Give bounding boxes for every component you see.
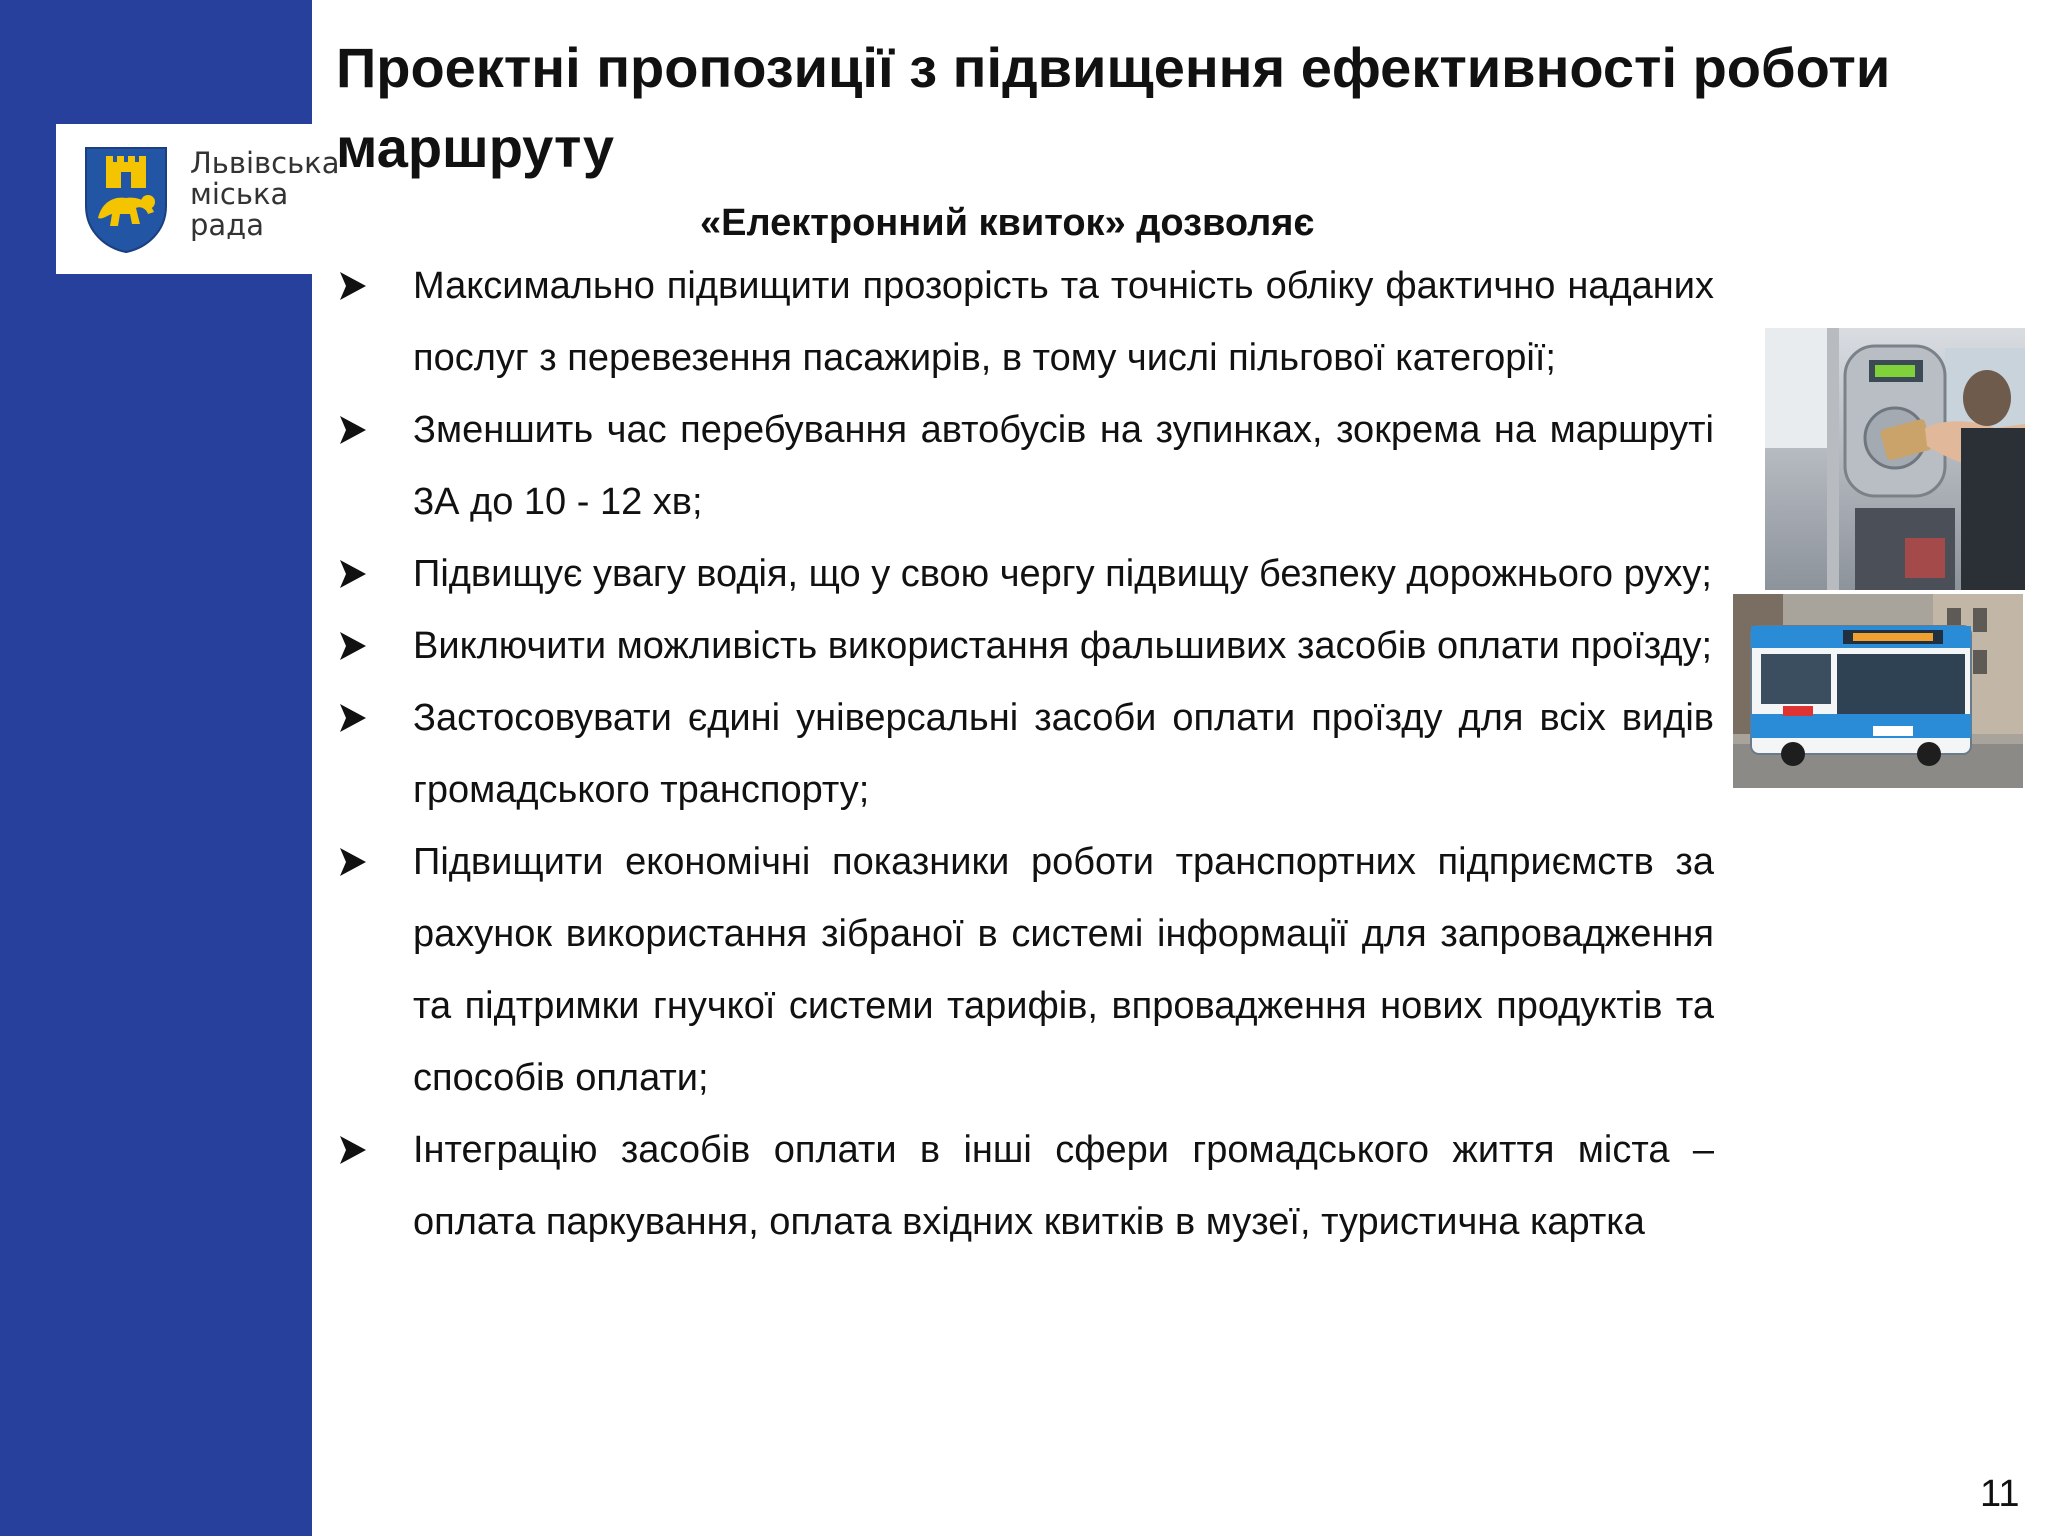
list-item-text: Інтеграцію засобів оплати в інші сфери громадського життя міста – оплата паркування, оплата вхідних квитків в музеї, туристична картка (413, 1129, 1714, 1243)
arrow-bullet-icon (336, 250, 376, 322)
section-subtitle: «Електронний квиток» дозволяє (700, 202, 1315, 244)
list-item (336, 394, 1714, 538)
validator-photo (1765, 328, 2025, 590)
list-item-text: Максимально підвищити прозорість та точність обліку фактично наданих послуг з перевезення пасажирів, в тому числі пільгової категорії; (413, 265, 1714, 379)
benefits-list (336, 250, 1714, 1258)
city-council-logo (56, 124, 340, 274)
list-item (336, 250, 1714, 394)
arrow-bullet-icon (336, 1114, 376, 1186)
list-item (336, 682, 1714, 826)
page-title: Проектні пропозиції з підвищення ефективності роботи маршруту (336, 36, 1891, 179)
list-item-text: Зменшить час перебування автобусів на зупинках, зокрема на маршруті 3А до 10 - 12 хв; (413, 409, 1714, 523)
list-item (336, 610, 1714, 682)
lviv-coat-of-arms-icon (84, 146, 168, 254)
list-item (336, 826, 1714, 1114)
list-item-text: Виключити можливість використання фальшивих засобів оплати проїзду; (413, 625, 1713, 667)
list-item (336, 1114, 1714, 1258)
logo-text: Львівська міська рада (190, 146, 340, 242)
list-item-text: Підвищити економічні показники роботи транспортних підприємств за рахунок використання зібраної в системі інформації для запровадження та підтримки гнучкої системи тарифів, впровадження нових продуктів та способів оплати; (413, 841, 1714, 1099)
arrow-bullet-icon (336, 610, 376, 682)
arrow-bullet-icon (336, 682, 376, 754)
arrow-bullet-icon (336, 826, 376, 898)
bus-photo (1733, 594, 2023, 788)
list-item-text: Застосовувати єдині універсальні засоби оплати проїзду для всіх видів громадського транспорту; (413, 697, 1714, 811)
arrow-bullet-icon (336, 394, 376, 466)
page-number: 11 (1980, 1473, 2020, 1515)
list-item (336, 538, 1714, 610)
arrow-bullet-icon (336, 538, 376, 610)
list-item-text: Підвищує увагу водія, що у свою чергу підвищу безпеку дорожнього руху; (413, 553, 1712, 595)
